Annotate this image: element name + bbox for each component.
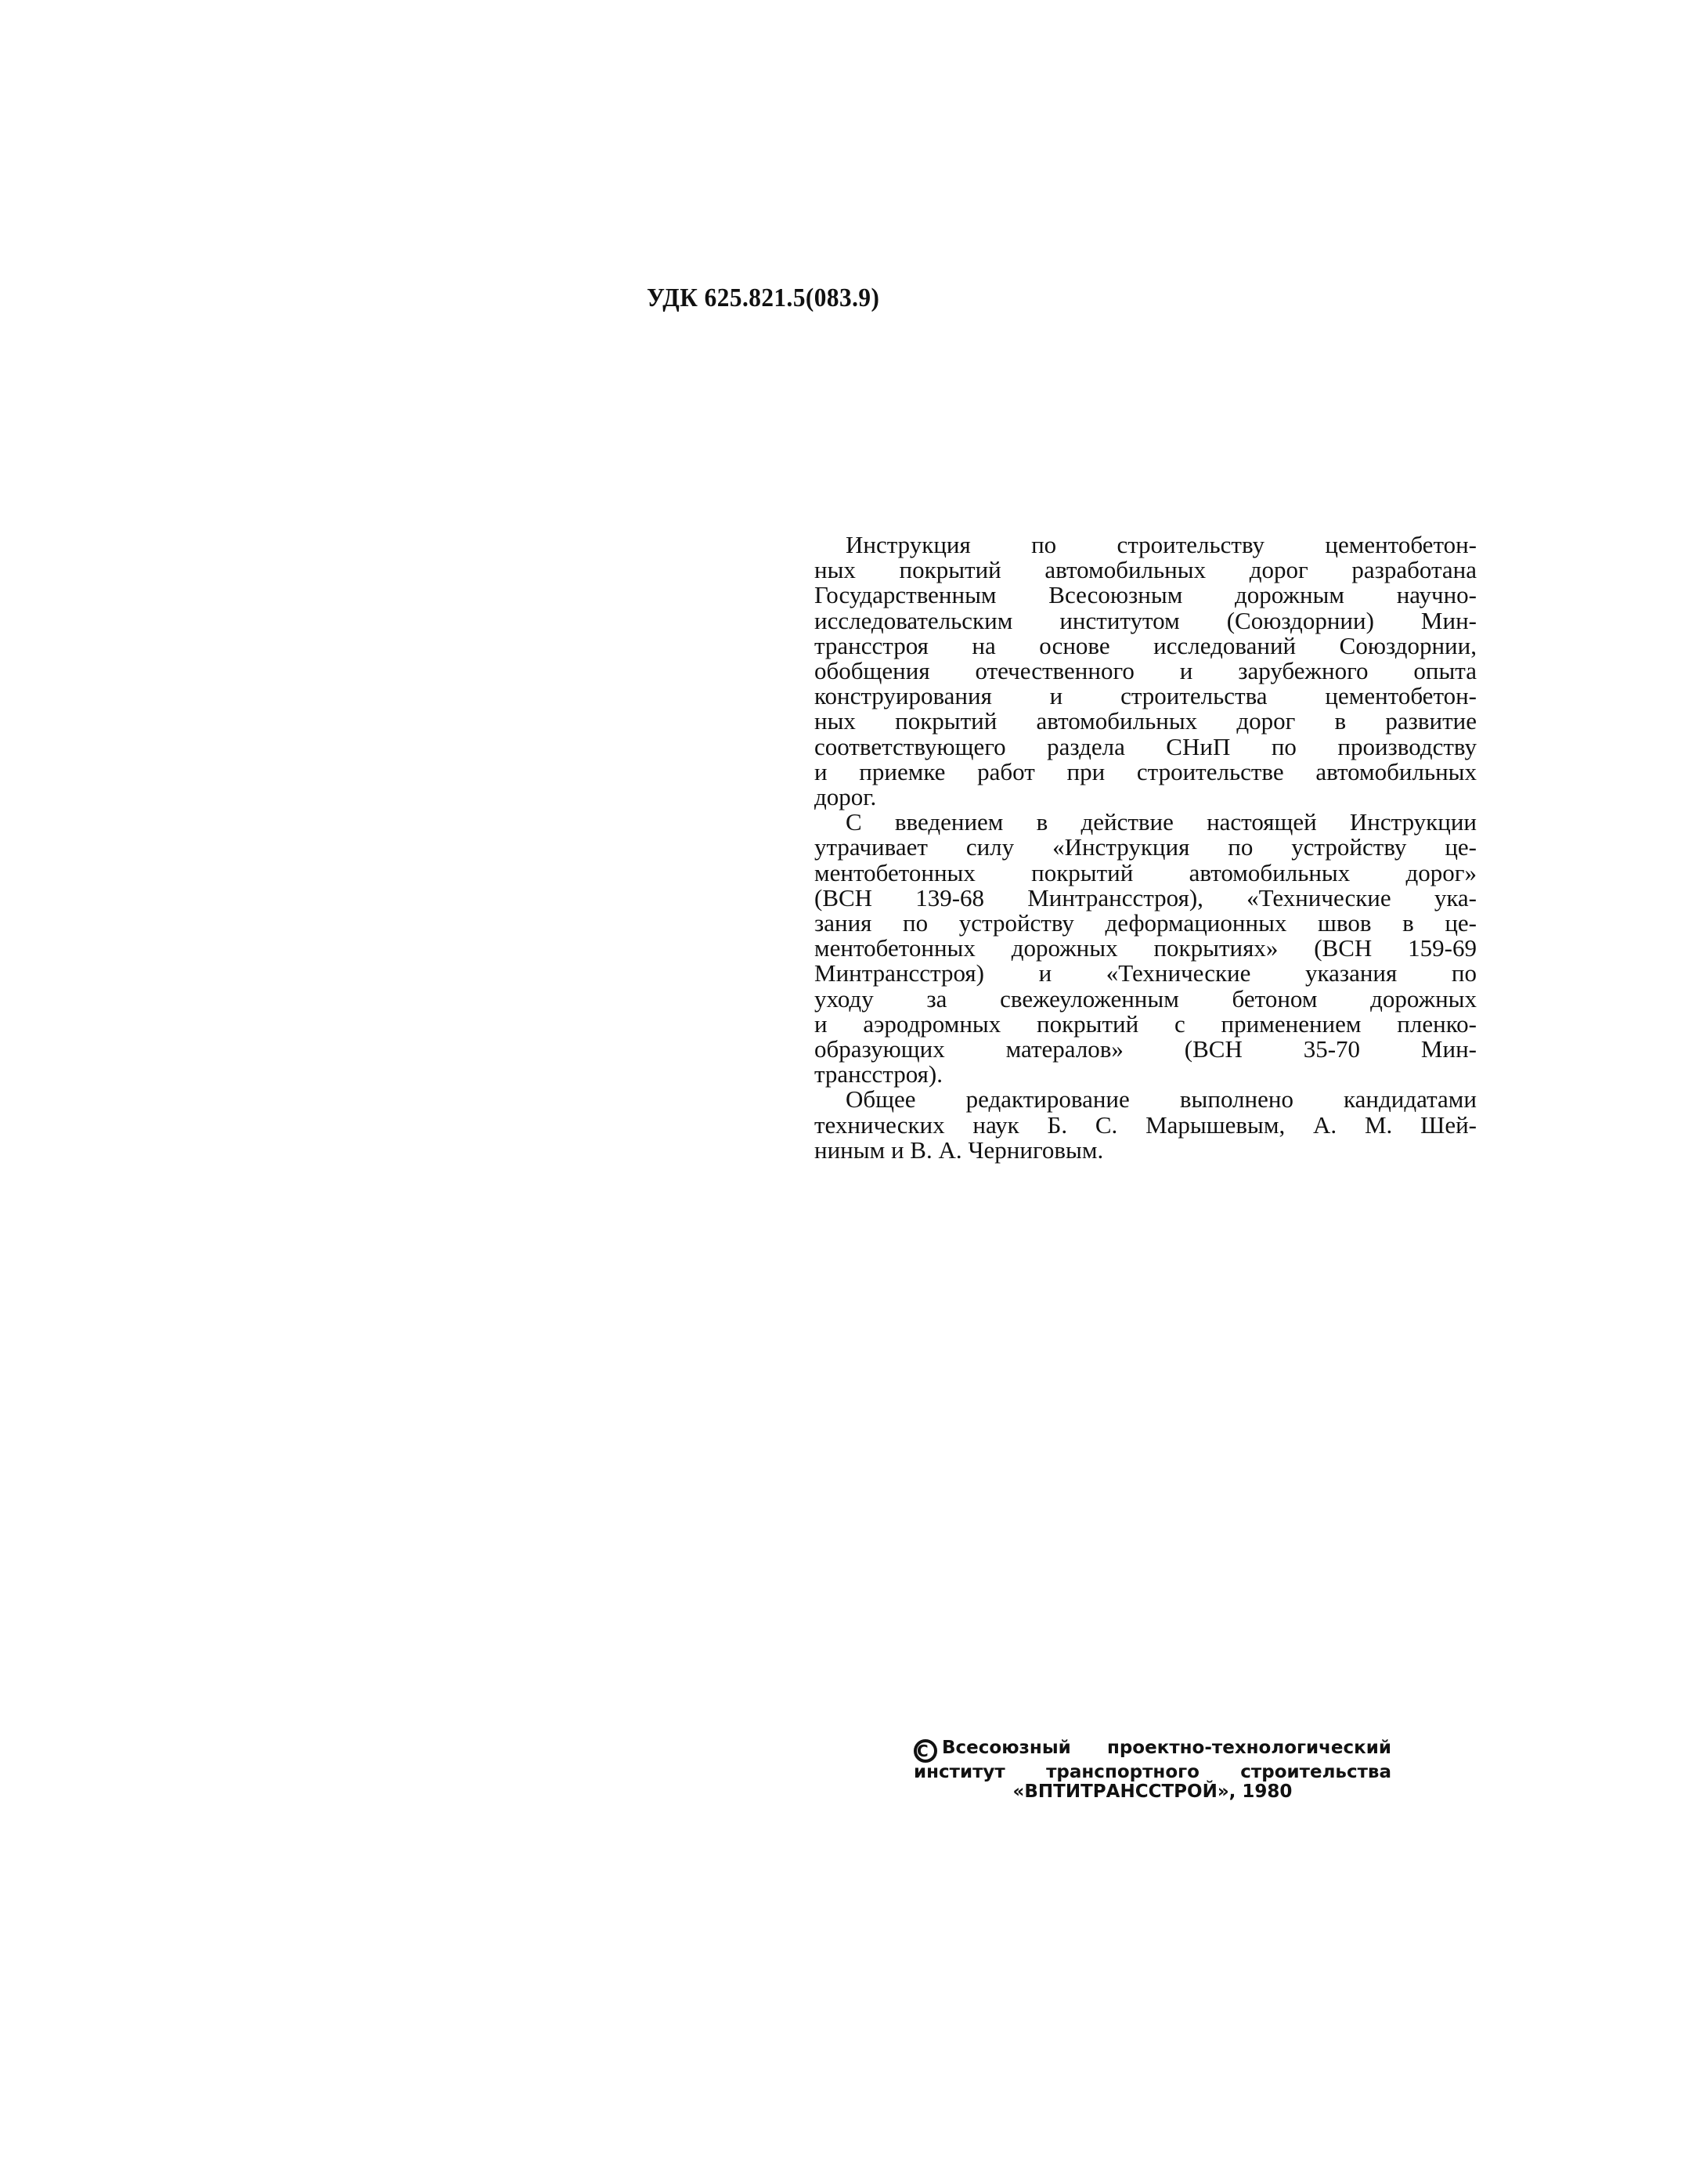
text-line: утрачивает силу «Инструкция по устройству це-: [814, 833, 1477, 861]
text-line: Государственным Всесоюзным дорожным научно-: [814, 581, 1477, 609]
text-line: Общее редактирование выполнено кандидатами: [846, 1085, 1477, 1114]
text-line: образующих матералов» (ВСН 35-70 Мин-: [814, 1035, 1477, 1063]
text-line: Минтрансстроя) и «Технические указания по: [814, 959, 1477, 987]
paragraph-superseded-documents: [814, 810, 1477, 1087]
copyright-notice: [914, 1738, 1391, 1802]
text-line: дорог.: [814, 783, 877, 811]
paragraph-editors: [814, 1087, 1477, 1163]
text-line: ных покрытий автомобильных дорог разработана: [814, 556, 1477, 584]
copyright-line: [914, 1738, 1391, 1763]
text-line: С введением в действие настоящей Инструкции: [846, 808, 1477, 836]
text-line: соответствующего раздела СНиП по производству: [814, 732, 1477, 760]
udk-code: УДК 625.821.5(083.9): [647, 283, 880, 312]
text-line: ных покрытий автомобильных дорог в развитие: [814, 707, 1477, 735]
publisher-name-part1: Всесоюзный проектно-технологический: [942, 1738, 1391, 1758]
text-line: трансстроя).: [814, 1060, 943, 1088]
copyright-icon: C: [914, 1739, 937, 1763]
text-line: (ВСН 139-68 Минтрансстроя), «Технические ука-: [814, 883, 1477, 912]
annotation-text: [814, 532, 1477, 1163]
text-line: Инструкция по строительству цементобетон-: [846, 531, 1477, 558]
text-line: и аэродромных покрытий с применением пленко-: [814, 1009, 1477, 1038]
text-line: ниным и В. А. Черниговым.: [814, 1135, 1104, 1164]
text-line: конструирования и строительства цементобетон-: [814, 682, 1477, 710]
copyright-line: институт транспортного строительства: [914, 1762, 1391, 1782]
text-line: уходу за свежеуложенным бетоном дорожных: [814, 984, 1477, 1013]
paragraph-development: [814, 532, 1477, 810]
text-line: зания по устройству деформационных швов в це-: [814, 909, 1477, 937]
copyright-line: «ВПТИТРАНССТРОЙ», 1980: [1012, 1781, 1293, 1802]
text-line: технических наук Б. С. Марышевым, А. М. Шей-: [814, 1110, 1477, 1139]
text-line: исследовательским институтом (Союздорнии) Мин-: [814, 606, 1477, 634]
text-line: обобщения отечественного и зарубежного опыта: [814, 657, 1477, 685]
text-line: ментобетонных покрытий автомобильных дорог»: [814, 858, 1477, 886]
text-line: трансстроя на основе исследований Союздорнии,: [814, 631, 1477, 659]
text-line: ментобетонных дорожных покрытиях» (ВСН 159-69: [814, 934, 1477, 962]
text-line: и приемке работ при строительстве автомобильных: [814, 757, 1477, 785]
